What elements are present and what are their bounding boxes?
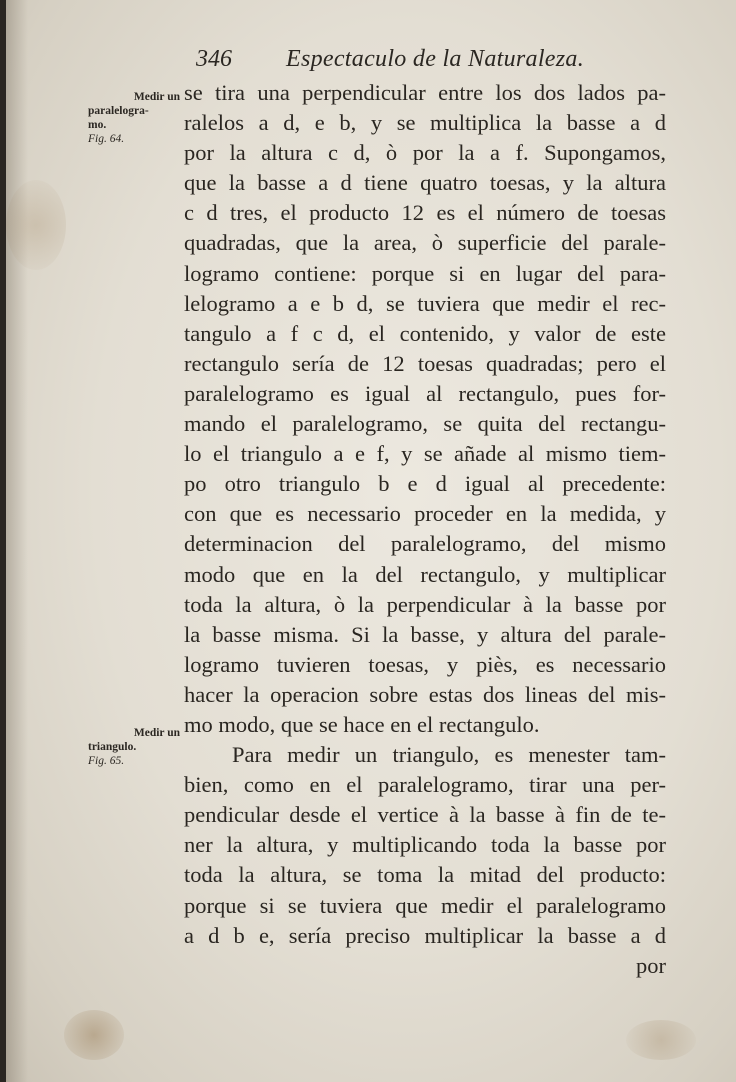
text-line: mando el paralelogramo, se quita del rectangu- <box>184 411 666 437</box>
text-line: logramo tuvieren toesas, y piès, es necessario <box>184 651 666 677</box>
text-line: tangulo a f c d, el contenido, y valor de este <box>184 320 666 346</box>
text-line: por la altura c d, ò por la a f. Supongamos, <box>184 140 666 166</box>
margin-note-line: Medir un <box>133 727 180 739</box>
margin-note-line: Medir un <box>133 91 180 103</box>
figure-reference: Fig. 64. <box>88 133 125 145</box>
text-line: hacer la operacion sobre estas dos lineas del mis- <box>184 681 666 707</box>
text-line: se tira una perpendicular entre los dos lados pa- <box>184 80 666 105</box>
text-line: paralelogramo es igual al rectangulo, pues for- <box>184 380 666 406</box>
text-line: po otro triangulo b e d igual al precedente: <box>184 471 666 497</box>
text-line: logramo contiene: porque si en lugar del para- <box>184 260 666 286</box>
text-line: lelogramo a e b d, se tuviera que medir el rec- <box>184 290 666 316</box>
margin-note-line: triangulo. <box>88 741 137 753</box>
margin-note-line: mo. <box>88 119 107 131</box>
page-number: 346 <box>196 46 232 72</box>
text-line: a d b e, sería preciso multiplicar la basse a d <box>184 922 666 948</box>
text-line: porque si se tuviera que medir el paralelogramo <box>184 892 666 918</box>
text-line: ner la altura, y multiplicando toda la basse por <box>184 832 666 858</box>
paper-stain <box>6 180 66 270</box>
paper-stain <box>626 1020 696 1060</box>
text-line: rectangulo sería de 12 toesas quadradas; pero el <box>184 350 666 376</box>
text-line: con que es necessario proceder en la medida, y <box>184 501 666 527</box>
text-line: que la basse a d tiene quatro toesas, y la altura <box>184 170 666 196</box>
text-line: c d tres, el producto 12 es el número de toesas <box>184 200 666 226</box>
margin-note-triangle <box>88 726 180 768</box>
book-page <box>6 0 736 1082</box>
paper-stain <box>64 1010 124 1060</box>
page-header <box>196 46 666 82</box>
page-spine-shadow <box>6 0 28 1082</box>
text-line: lo el triangulo a e f, y se añade al mismo tiem- <box>184 441 666 467</box>
text-line: quadradas, que la area, ò superficie del parale- <box>184 230 666 256</box>
text-line: toda la altura, se toma la mitad del producto: <box>184 862 666 888</box>
body-text <box>184 78 666 981</box>
catchword: por <box>636 952 666 978</box>
text-line: toda la altura, ò la perpendicular à la basse por <box>184 591 666 617</box>
figure-reference: Fig. 65. <box>88 755 125 767</box>
margin-note-parallelogram <box>88 90 180 146</box>
margin-note-line: paralelogra- <box>88 105 149 117</box>
running-title: Espectaculo de la Naturaleza. <box>286 46 584 72</box>
text-line: ralelos a d, e b, y se multiplica la basse a d <box>184 110 666 136</box>
text-line: pendicular desde el vertice à la basse à fin de te- <box>184 802 666 828</box>
text-line: bien, como en el paralelogramo, tirar una per- <box>184 772 666 798</box>
text-line: determinacion del paralelogramo, del mismo <box>184 531 666 557</box>
text-line: mo modo, que se hace en el rectangulo. <box>184 711 540 737</box>
text-line: la basse misma. Si la basse, y altura del parale- <box>184 621 666 647</box>
text-line: modo que en la del rectangulo, y multiplicar <box>184 561 666 587</box>
text-line: Para medir un triangulo, es menester tam- <box>232 742 666 768</box>
